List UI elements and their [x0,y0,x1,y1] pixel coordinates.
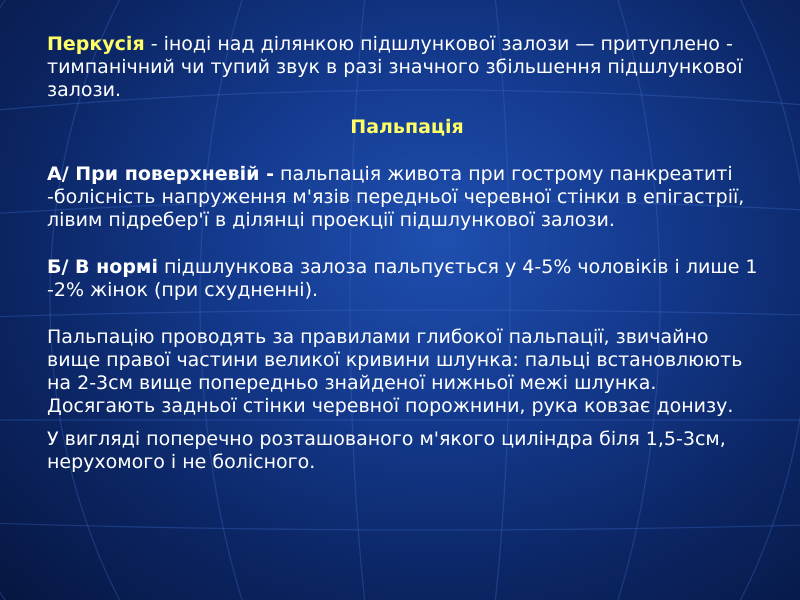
superficial-text: пальпація живота при гострому панкреатиті -болісність напруження м'язів передньої черевної стінки в епігастрії, лівим підребер'ї в ділянці проекції підшлункової залози. [47,163,745,231]
palpation-heading: Пальпація [350,116,464,138]
normal-paragraph [47,256,767,302]
normal-term: Б/ В нормі [47,256,158,278]
percussion-paragraph [47,33,767,102]
percussion-text: - іноді над ділянкою підшлункової залози — притуплено - тимпанічний чи тупий звук в разі значного збільшення підшлункової залози. [47,33,743,101]
slide-content [47,33,767,474]
deep-palpation-paragraph: Пальпацію проводять за правилами глибокої пальпації, звичайно вище правої частини великої кривини шлунка: пальці встановлюють на 2-3см вище попередньо знайденої нижньої межі шлунка. Досягають задньої стінки черевної порожнини, рука ковзає донизу. [47,326,743,417]
superficial-paragraph [47,163,767,232]
normal-text: підшлункова залоза пальпується у 4-5% чоловіків і лише 1 -2% жінок (при схудненні). [47,256,758,301]
percussion-term: Перкусія [47,33,145,55]
superficial-term: А/ При поверхневій - [47,163,274,185]
cylinder-paragraph: У вигляді поперечно розташованого м'якого циліндра біля 1,5-3см, нерухомого і не болісного. [47,428,726,473]
